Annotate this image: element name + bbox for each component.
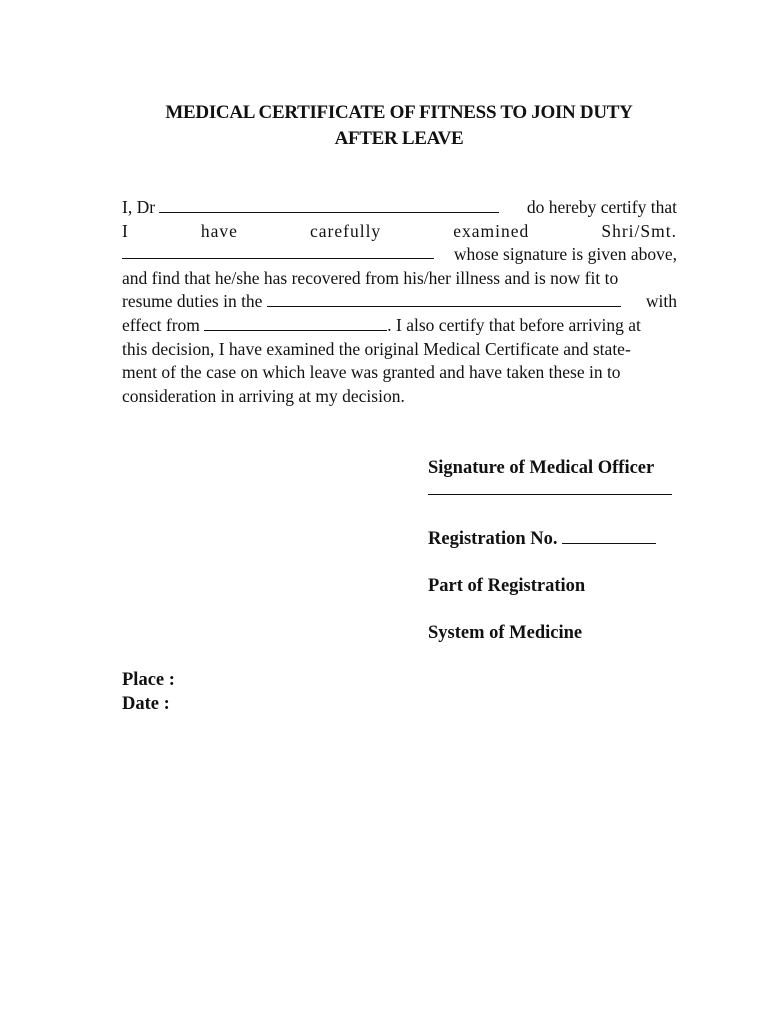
- system-medicine-label: System of Medicine: [428, 623, 583, 643]
- signature-label: Signature of Medical Officer: [428, 458, 655, 478]
- patient-name-blank[interactable]: [122, 243, 434, 259]
- document-title: [120, 100, 678, 152]
- part-registration-label: Part of Registration: [428, 576, 586, 596]
- registration-label: Registration No.: [428, 529, 558, 549]
- part-registration-block: [428, 574, 688, 598]
- place-label: Place :: [122, 670, 175, 690]
- body-line-9: consideration in arriving at my decision.: [122, 385, 405, 406]
- body-line-7: this decision, I have examined the original Medical Certificate and state-: [122, 338, 631, 359]
- system-medicine-block: [428, 621, 688, 645]
- body-line-5: [122, 290, 677, 314]
- body-line-2: [122, 220, 677, 244]
- title-line-1: MEDICAL CERTIFICATE OF FITNESS TO JOIN DUTY: [165, 102, 633, 123]
- doctor-name-blank[interactable]: [159, 197, 499, 213]
- word-have: have: [200, 220, 238, 241]
- body-line-3: [122, 243, 677, 267]
- certificate-body: [122, 196, 677, 408]
- effect-from-text: effect from: [122, 314, 200, 335]
- word-shri-smt: Shri/Smt.: [601, 220, 677, 241]
- certify-text: do hereby certify that: [526, 197, 677, 217]
- registration-blank[interactable]: [562, 527, 656, 544]
- body-line-1: [122, 196, 677, 220]
- title-line-2: AFTER LEAVE: [334, 128, 464, 149]
- department-blank[interactable]: [267, 291, 621, 307]
- word-i: I: [122, 220, 129, 241]
- place-date-block: [122, 668, 175, 716]
- body-line-4: and find that he/she has recovered from his/her illness and is now fit to: [122, 267, 619, 288]
- signature-block: [428, 456, 688, 495]
- doctor-prefix: I, Dr: [122, 197, 156, 217]
- body-line-6: [122, 314, 677, 338]
- effect-date-blank[interactable]: [204, 315, 387, 331]
- also-certify-text: . I also certify that before arriving at: [387, 314, 641, 335]
- word-carefully: carefully: [310, 220, 382, 241]
- body-line-8: ment of the case on which leave was granted and have taken these in to: [122, 362, 621, 383]
- registration-block: [428, 527, 688, 551]
- resume-duties-text: resume duties in the: [122, 291, 263, 312]
- signature-given-text: whose signature is given above,: [453, 244, 677, 265]
- signature-blank[interactable]: [428, 480, 672, 495]
- with-text: with: [645, 291, 677, 312]
- word-examined: examined: [453, 220, 530, 241]
- date-label: Date :: [122, 694, 170, 714]
